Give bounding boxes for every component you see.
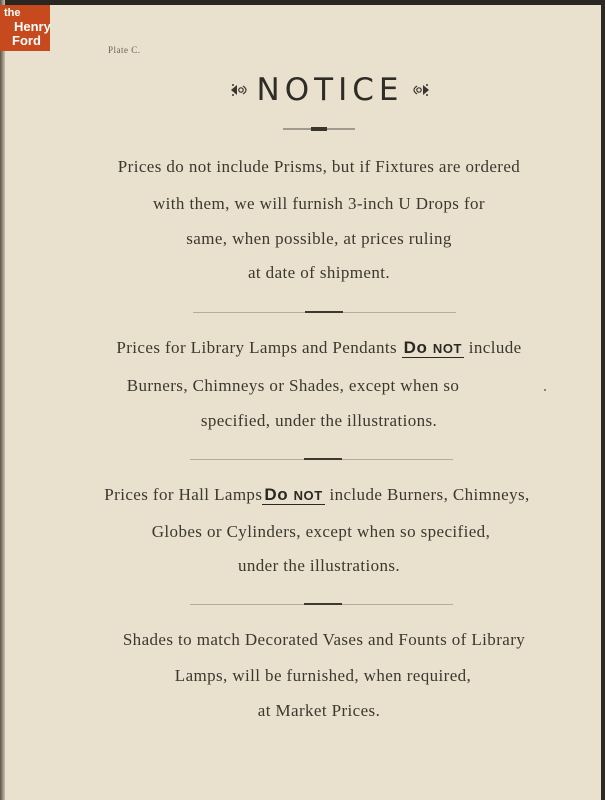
line-text: Prices for Library Lamps and Pendants bbox=[116, 338, 397, 357]
paragraph-line: same, when possible, at prices ruling bbox=[186, 229, 452, 248]
paragraph-line: at date of shipment. bbox=[247, 263, 391, 282]
section-divider bbox=[193, 312, 456, 313]
logo-text-the: the bbox=[4, 7, 21, 19]
paragraph-line: Globes or Cylinders, except when so specified, bbox=[151, 522, 491, 541]
henry-ford-logo bbox=[0, 5, 50, 51]
notice-heading bbox=[220, 70, 440, 110]
logo-text-henry: Henry bbox=[14, 19, 51, 34]
scan-top-edge bbox=[0, 0, 605, 5]
left-ornament-icon bbox=[229, 82, 251, 98]
section-divider bbox=[190, 459, 453, 460]
line-text: include Burners, Chimneys, bbox=[329, 485, 530, 504]
logo-text-ford: Ford bbox=[12, 33, 41, 48]
paragraph-line: Burners, Chimneys or Shades, except when so bbox=[126, 376, 460, 395]
paragraph-line bbox=[54, 338, 584, 358]
scan-right-edge bbox=[601, 0, 605, 800]
paragraph-line: Shades to match Decorated Vases and Founts of Library bbox=[122, 630, 526, 649]
line-text: include bbox=[468, 338, 522, 357]
paragraph-line bbox=[52, 485, 582, 505]
emphasis-do: Do bbox=[403, 338, 428, 357]
right-ornament-icon bbox=[409, 82, 431, 98]
line-text: Prices for Hall Lamps bbox=[104, 485, 263, 504]
paper-speck bbox=[544, 389, 546, 391]
emphasis-not: NOT bbox=[293, 488, 323, 503]
paragraph-line: Lamps, will be furnished, when required, bbox=[174, 666, 472, 685]
emphasis-not: NOT bbox=[432, 341, 463, 356]
paragraph-line: with them, we will furnish 3-inch U Drops for bbox=[153, 194, 485, 213]
do-not-emphasis bbox=[402, 338, 464, 358]
paragraph-line: at Market Prices. bbox=[257, 701, 381, 720]
section-divider bbox=[190, 604, 453, 605]
do-not-emphasis bbox=[262, 485, 324, 505]
paragraph-line: under the illustrations. bbox=[237, 556, 401, 575]
paragraph-line: specified, under the illustrations. bbox=[200, 411, 438, 430]
plate-label: Plate C. bbox=[108, 45, 141, 55]
paragraph-line: Prices do not include Prisms, but if Fixtures are ordered bbox=[117, 157, 521, 176]
title-underline-ornament bbox=[283, 124, 355, 134]
emphasis-do: Do bbox=[264, 485, 289, 504]
scan-left-edge bbox=[0, 0, 5, 800]
page-title: NOTICE bbox=[256, 72, 404, 108]
